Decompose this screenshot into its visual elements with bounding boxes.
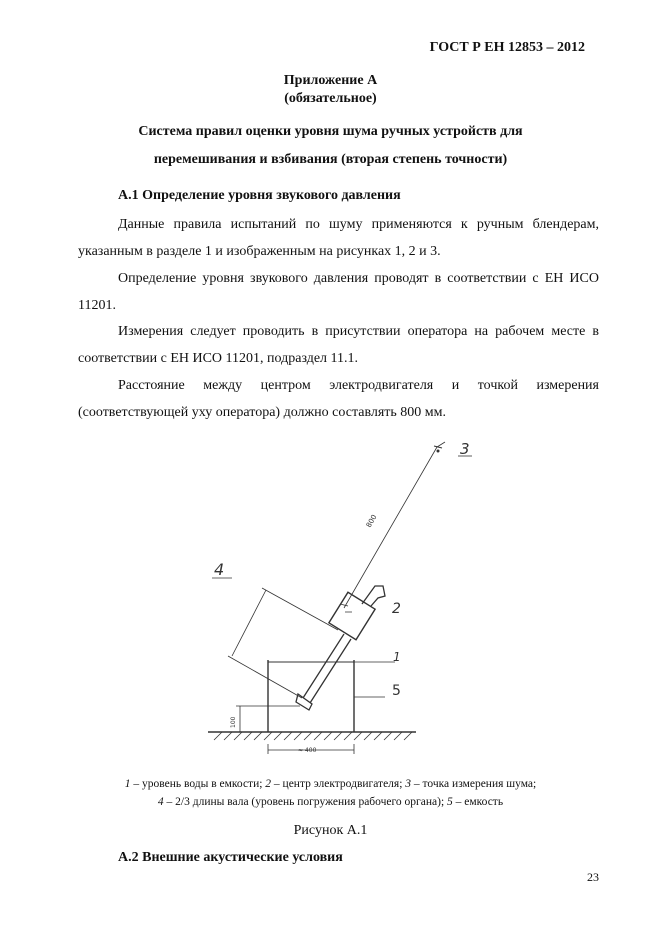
immersion-dimension <box>228 588 338 698</box>
dim-400: ≈ 400 <box>298 747 317 754</box>
caption-line-1 <box>0 775 661 793</box>
caption-run: 4 <box>157 796 164 808</box>
figure-label: Рисунок А.1 <box>293 823 368 838</box>
hand-blender <box>296 586 385 710</box>
vessel <box>268 660 395 732</box>
paragraph-2: Определение уровня звукового давления проводят в соответствии с ЕН ИСО 11201. <box>78 271 599 313</box>
label-1: 1 <box>393 650 401 664</box>
title-line-1: Система правил оценки уровня шума ручных устройств для <box>138 124 523 139</box>
paragraph-3: Измерения следует проводить в присутствии оператора на рабочем месте в соответствии с ЕН ИСО 11201, подраздел 11.1. <box>78 324 599 366</box>
caption-run: 1 <box>124 778 131 790</box>
caption-run: – центр электродвигателя; <box>271 778 406 790</box>
dim-800: 800 <box>364 513 379 529</box>
paragraph-4: Расстояние между центром электродвигателя и точкой измерения (соответствующей уху оператора) должно составлять 800 мм. <box>78 378 599 420</box>
caption-run: – точка измерения шума; <box>411 778 537 790</box>
label-2: 2 <box>392 601 401 617</box>
figure-caption <box>0 775 661 811</box>
appendix-status: (обязательное) <box>284 91 377 106</box>
caption-run: – емкость <box>452 796 504 808</box>
page-number: 23 <box>587 870 599 884</box>
caption-run: – уровень воды в емкости; <box>130 778 266 790</box>
label-3: 3 <box>460 440 470 458</box>
appendix-title: Приложение А <box>283 73 378 88</box>
paragraph-1: Данные правила испытаний по шуму применяются к ручным блендерам, указанным в разделе 1 и изображенным на рисунках 1, 2 и 3. <box>78 217 599 259</box>
label-5: 5 <box>392 683 401 699</box>
document-header: ГОСТ Р ЕН 12853 – 2012 <box>429 40 585 55</box>
distance-line <box>340 442 445 612</box>
section-a2-heading: А.2 Внешние акустические условия <box>118 850 343 865</box>
title-line-2: перемешивания и взбивания (вторая степень точности) <box>153 152 508 167</box>
dim-100: 100 <box>230 716 237 728</box>
section-a1-heading: А.1 Определение уровня звукового давления <box>118 188 401 203</box>
caption-run: 3 <box>405 778 412 790</box>
label-4: 4 <box>214 560 225 579</box>
floor <box>208 732 416 740</box>
caption-run: 2 <box>265 778 272 790</box>
caption-run: – 2/3 длины вала (уровень погружения рабочего органа); <box>163 796 448 808</box>
caption-run: 5 <box>447 796 453 808</box>
caption-line-2 <box>0 793 661 811</box>
